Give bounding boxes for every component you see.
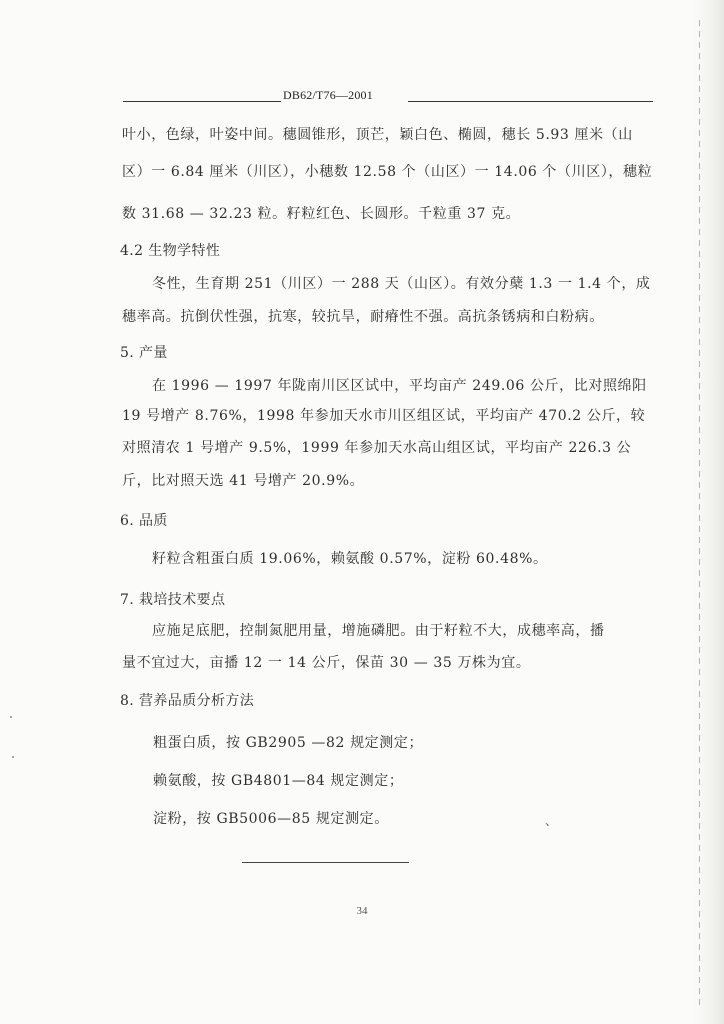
text-line: 区）一 6.84 厘米（川区），小穗数 12.58 个（山区）一 14.06 个（川区），穗粒 (122, 164, 653, 180)
scan-dust (12, 756, 14, 758)
stray-mark: 、 (545, 814, 558, 828)
section-heading: 4.2 生物学特性 (120, 243, 221, 259)
text-line: 穗率高。抗倒伏性强，抗寒，较抗旱，耐瘠性不强。高抗条锈病和白粉病。 (122, 309, 604, 325)
text-line: 在 1996 — 1997 年陇南川区区试中，平均亩产 249.06 公斤，比对照绵阳 (152, 378, 647, 394)
text-line: 粗蛋白质，按 GB2905 —82 规定测定； (153, 735, 424, 751)
text-line: 19 号增产 8.76%，1998 年参加天水市川区组区试，平均亩产 470.2 公斤，较 (122, 408, 646, 424)
section-heading: 8. 营养品质分析方法 (120, 693, 255, 709)
text-line: 冬性，生育期 251（川区）一 288 天（山区）。有效分蘖 1.3 一 1.4 个，成 (152, 276, 651, 292)
text-line: 数 31.68 — 32.23 粒。籽粒红色、长圆形。千粒重 37 克。 (122, 206, 521, 222)
text-line: 斤，比对照天选 41 号增产 20.9%。 (122, 473, 365, 489)
text-line: 籽粒含粗蛋白质 19.06%，赖氨酸 0.57%，淀粉 60.48%。 (152, 551, 548, 567)
standard-code: DB62/T76—2001 (283, 88, 373, 102)
text-line: 量不宜过大，亩播 12 一 14 公斤，保苗 30 — 35 万株为宜。 (122, 655, 531, 671)
text-line: 对照清农 1 号增产 9.5%，1999 年参加天水高山组区试，平均亩产 226.3 公 (122, 440, 632, 456)
section-heading: 7. 栽培技术要点 (120, 592, 226, 608)
text-line: 淀粉，按 GB5006—85 规定测定。 (153, 811, 389, 827)
section-heading: 5. 产量 (120, 345, 168, 361)
end-rule (242, 862, 409, 863)
page-number: 34 (356, 905, 368, 917)
scan-dust (10, 716, 12, 718)
text-line: 应施足底肥，控制氮肥用量，增施磷肥。由于籽粒不大，成穗率高，播 (152, 623, 605, 639)
section-heading: 6. 品质 (120, 513, 168, 529)
text-line: 赖氨酸，按 GB4801—84 规定测定； (153, 773, 404, 789)
text-line: 叶小，色绿，叶姿中间。穗圆锥形，顶芒，颖白色、椭圆，穗长 5.93 厘米（山 (122, 127, 633, 143)
